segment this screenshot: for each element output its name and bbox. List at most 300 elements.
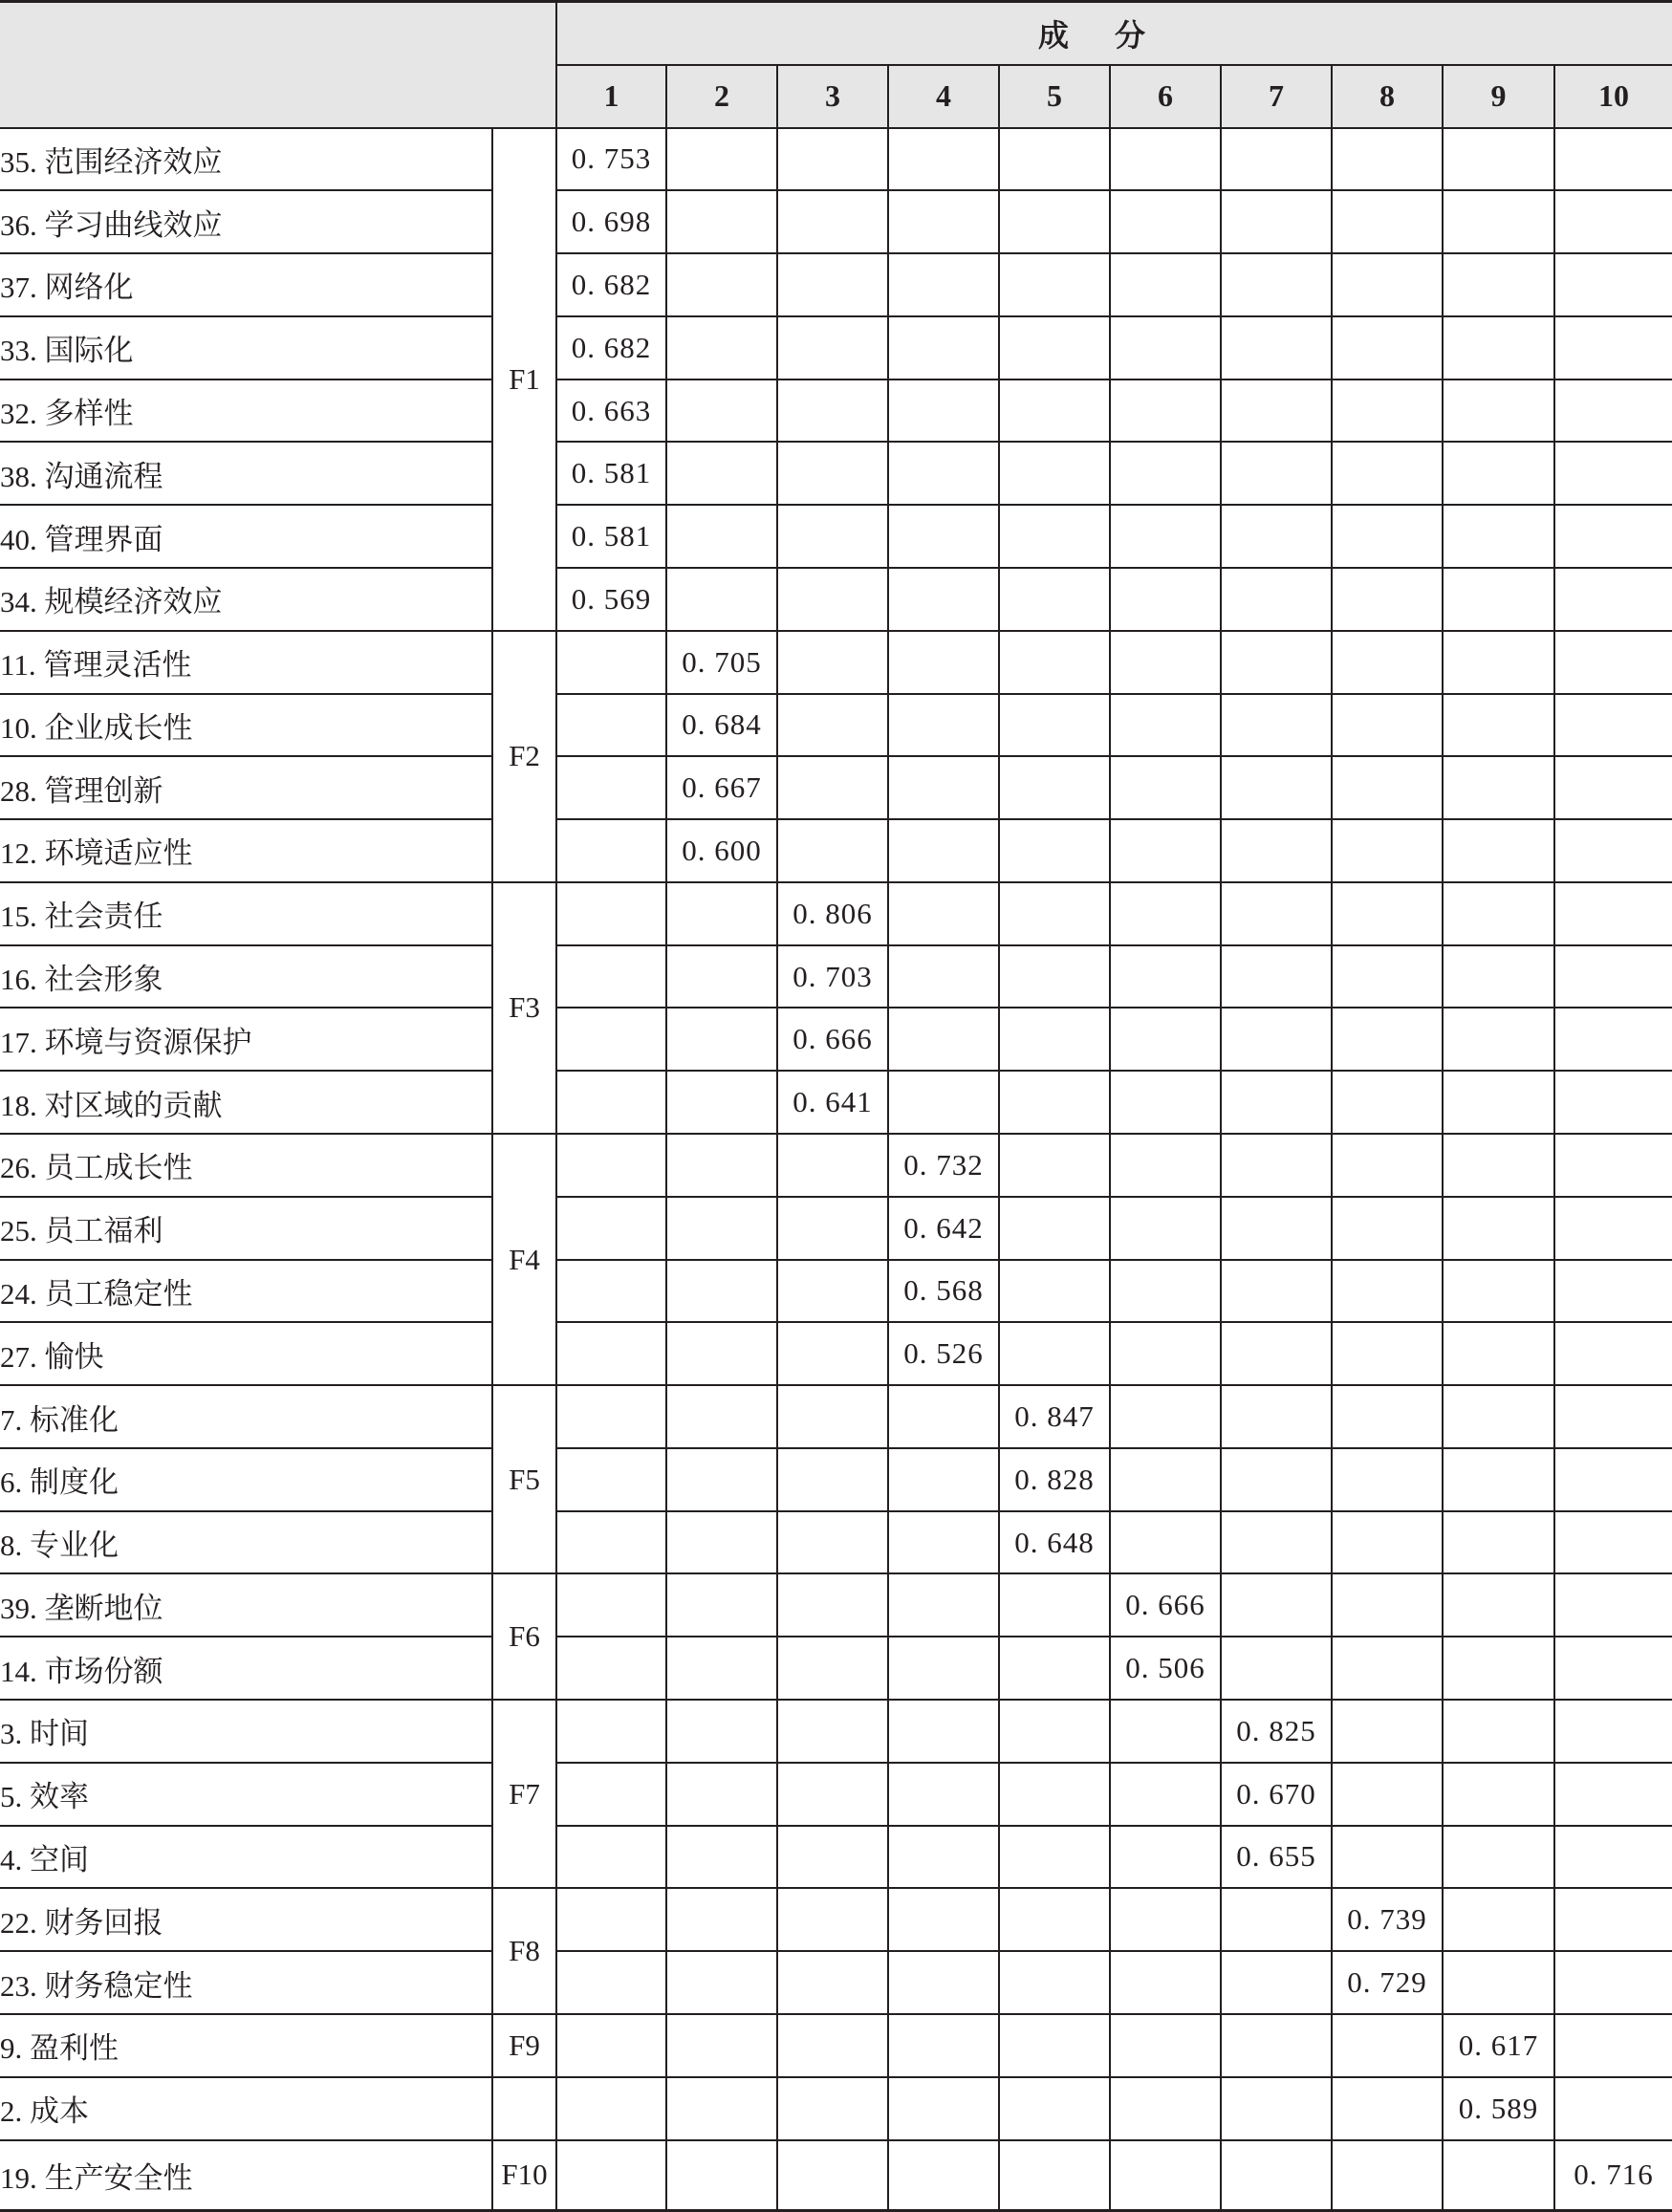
- empty-cell: [777, 505, 888, 568]
- empty-cell: [556, 1197, 666, 1260]
- table-row: [0, 442, 1672, 505]
- empty-cell: [888, 882, 999, 945]
- table-row: [0, 1573, 1672, 1637]
- empty-cell: [1110, 1260, 1221, 1323]
- loading-value: [777, 1071, 888, 1134]
- empty-cell: [888, 694, 999, 757]
- empty-cell: [999, 1260, 1110, 1323]
- loading-value-text: 0. 753: [571, 141, 652, 176]
- empty-cell: [1554, 1197, 1672, 1260]
- empty-cell: [666, 505, 777, 568]
- empty-cell: [556, 1134, 666, 1197]
- item-label: 16. 社会形象: [0, 945, 492, 1008]
- item-label: 32. 多样性: [0, 380, 492, 443]
- empty-cell: [1554, 316, 1672, 380]
- table-row: [0, 882, 1672, 945]
- empty-cell: [1332, 1700, 1443, 1763]
- empty-cell: [1110, 190, 1221, 253]
- loading-value-text: 0. 581: [571, 519, 652, 553]
- empty-cell: [556, 1008, 666, 1071]
- empty-cell: [888, 1071, 999, 1134]
- empty-cell: [999, 819, 1110, 882]
- empty-cell: [1221, 1197, 1332, 1260]
- empty-cell: [888, 2014, 999, 2077]
- empty-cell: [1221, 819, 1332, 882]
- empty-cell: [666, 568, 777, 631]
- empty-cell: [1443, 631, 1554, 694]
- empty-cell: [888, 2077, 999, 2140]
- empty-cell: [1554, 568, 1672, 631]
- table-row: [0, 694, 1672, 757]
- empty-cell: [1110, 1134, 1221, 1197]
- empty-cell: [1221, 1888, 1332, 1951]
- empty-cell: [1332, 380, 1443, 443]
- empty-cell: [666, 2140, 777, 2211]
- empty-cell: [556, 1826, 666, 1889]
- loading-value: [1221, 1700, 1332, 1763]
- item-label: 15. 社会责任: [0, 882, 492, 945]
- table-row: [0, 380, 1672, 443]
- empty-cell: [777, 1448, 888, 1511]
- empty-cell: [1110, 1197, 1221, 1260]
- table-row: [0, 1763, 1672, 1826]
- empty-cell: [1332, 128, 1443, 191]
- table-row: [0, 945, 1672, 1008]
- empty-cell: [1221, 2140, 1332, 2211]
- empty-cell: [1443, 316, 1554, 380]
- table-row: [0, 1448, 1672, 1511]
- empty-cell: [556, 756, 666, 819]
- empty-cell: [1110, 1511, 1221, 1574]
- loading-value: [999, 1511, 1110, 1574]
- empty-cell: [1554, 819, 1672, 882]
- empty-cell: [1110, 1951, 1221, 2014]
- empty-cell: [1443, 1134, 1554, 1197]
- empty-cell: [1332, 1448, 1443, 1511]
- empty-cell: [556, 2077, 666, 2140]
- empty-cell: [777, 1888, 888, 1951]
- empty-cell: [1110, 2014, 1221, 2077]
- empty-cell: [556, 1071, 666, 1134]
- empty-cell: [1443, 1888, 1554, 1951]
- empty-cell: [999, 253, 1110, 316]
- empty-cell: [666, 1826, 777, 1889]
- empty-cell: [999, 1637, 1110, 1700]
- item-label: 2. 成本: [0, 2077, 492, 2140]
- empty-cell: [1554, 128, 1672, 191]
- empty-cell: [777, 316, 888, 380]
- empty-cell: [777, 1826, 888, 1889]
- loading-value-text: 0. 641: [793, 1085, 873, 1119]
- empty-cell: [999, 316, 1110, 380]
- empty-cell: [999, 694, 1110, 757]
- table-row: [0, 1951, 1672, 2014]
- empty-cell: [1443, 1511, 1554, 1574]
- empty-cell: [1221, 1134, 1332, 1197]
- empty-cell: [1554, 505, 1672, 568]
- empty-cell: [1554, 1134, 1672, 1197]
- empty-cell: [777, 1573, 888, 1637]
- table-row: [0, 1826, 1672, 1889]
- empty-cell: [1443, 1322, 1554, 1385]
- empty-cell: [666, 1448, 777, 1511]
- empty-cell: [1443, 694, 1554, 757]
- item-label: 34. 规模经济效应: [0, 568, 492, 631]
- empty-cell: [1332, 190, 1443, 253]
- empty-cell: [556, 2014, 666, 2077]
- table-row: [0, 631, 1672, 694]
- empty-cell: [556, 631, 666, 694]
- empty-cell: [999, 882, 1110, 945]
- empty-cell: [1110, 442, 1221, 505]
- empty-cell: [777, 756, 888, 819]
- empty-cell: [888, 1385, 999, 1448]
- empty-cell: [556, 1573, 666, 1637]
- empty-cell: [1443, 1385, 1554, 1448]
- empty-cell: [777, 380, 888, 443]
- loading-value: [666, 819, 777, 882]
- column-header-10: 10: [1554, 65, 1672, 128]
- empty-cell: [1110, 756, 1221, 819]
- empty-cell: [999, 1322, 1110, 1385]
- empty-cell: [1554, 1763, 1672, 1826]
- empty-cell: [999, 945, 1110, 1008]
- loading-value-text: 0. 729: [1347, 1965, 1427, 2000]
- empty-cell: [1332, 505, 1443, 568]
- empty-cell: [666, 1134, 777, 1197]
- empty-cell: [1221, 190, 1332, 253]
- empty-cell: [1221, 2014, 1332, 2077]
- empty-cell: [556, 1260, 666, 1323]
- empty-cell: [666, 1008, 777, 1071]
- empty-cell: [1110, 253, 1221, 316]
- item-label: 11. 管理灵活性: [0, 631, 492, 694]
- loading-value-text: 0. 806: [793, 896, 873, 930]
- empty-cell: [777, 1260, 888, 1323]
- table-row: [0, 1511, 1672, 1574]
- empty-cell: [556, 1888, 666, 1951]
- component-group-header: 成分: [556, 2, 1672, 65]
- table-row: [0, 1134, 1672, 1197]
- empty-cell: [999, 1134, 1110, 1197]
- empty-cell: [1443, 442, 1554, 505]
- empty-cell: [1110, 882, 1221, 945]
- empty-cell: [999, 2077, 1110, 2140]
- loading-value: [777, 945, 888, 1008]
- item-label: 40. 管理界面: [0, 505, 492, 568]
- empty-cell: [1110, 1322, 1221, 1385]
- empty-cell: [999, 756, 1110, 819]
- empty-cell: [1221, 1573, 1332, 1637]
- empty-cell: [1110, 1008, 1221, 1071]
- empty-cell: [888, 253, 999, 316]
- empty-cell: [556, 1511, 666, 1574]
- empty-cell: [1443, 2140, 1554, 2211]
- item-label: 37. 网络化: [0, 253, 492, 316]
- empty-cell: [777, 2077, 888, 2140]
- empty-cell: [1554, 1260, 1672, 1323]
- empty-cell: [777, 128, 888, 191]
- loading-value-text: 0. 705: [682, 644, 762, 679]
- factor-label: F3: [492, 882, 556, 1134]
- empty-cell: [1221, 442, 1332, 505]
- empty-cell: [777, 1951, 888, 2014]
- empty-cell: [888, 1573, 999, 1637]
- empty-cell: [666, 1511, 777, 1574]
- loading-value: [1221, 1826, 1332, 1889]
- item-label: 27. 愉快: [0, 1322, 492, 1385]
- item-label: 23. 财务稳定性: [0, 1951, 492, 2014]
- empty-cell: [888, 190, 999, 253]
- table-row: [0, 2077, 1672, 2140]
- loading-value-text: 0. 703: [793, 959, 873, 993]
- empty-cell: [777, 253, 888, 316]
- empty-cell: [1443, 1197, 1554, 1260]
- item-label: 4. 空间: [0, 1826, 492, 1889]
- empty-cell: [888, 756, 999, 819]
- empty-cell: [888, 1700, 999, 1763]
- empty-cell: [777, 442, 888, 505]
- factor-label: F5: [492, 1385, 556, 1573]
- loading-value-text: 0. 600: [682, 833, 762, 867]
- empty-cell: [1110, 505, 1221, 568]
- table-row: [0, 819, 1672, 882]
- empty-cell: [1554, 631, 1672, 694]
- empty-cell: [1554, 1322, 1672, 1385]
- empty-cell: [1332, 2140, 1443, 2211]
- empty-cell: [777, 190, 888, 253]
- empty-cell: [666, 1322, 777, 1385]
- loading-value-text: 0. 732: [903, 1147, 984, 1182]
- empty-cell: [1554, 945, 1672, 1008]
- table-row: [0, 1888, 1672, 1951]
- empty-cell: [777, 2140, 888, 2211]
- empty-cell: [1332, 631, 1443, 694]
- loading-value: [999, 1448, 1110, 1511]
- loading-value-text: 0. 666: [793, 1022, 873, 1056]
- empty-cell: [1554, 253, 1672, 316]
- empty-cell: [1443, 1637, 1554, 1700]
- empty-cell: [1221, 882, 1332, 945]
- empty-cell: [1332, 1385, 1443, 1448]
- empty-cell: [666, 442, 777, 505]
- column-header-6: 6: [1110, 65, 1221, 128]
- item-label: 33. 国际化: [0, 316, 492, 380]
- empty-cell: [999, 568, 1110, 631]
- empty-cell: [1221, 128, 1332, 191]
- empty-cell: [556, 1637, 666, 1700]
- table-row: [0, 128, 1672, 191]
- loading-value: [556, 442, 666, 505]
- empty-cell: [1443, 819, 1554, 882]
- empty-cell: [666, 190, 777, 253]
- loading-value-text: 0. 506: [1125, 1651, 1205, 1685]
- item-label: 9. 盈利性: [0, 2014, 492, 2077]
- empty-cell: [777, 1637, 888, 1700]
- empty-cell: [556, 819, 666, 882]
- empty-cell: [1332, 1071, 1443, 1134]
- column-header-3: 3: [777, 65, 888, 128]
- empty-cell: [556, 882, 666, 945]
- empty-cell: [1554, 380, 1672, 443]
- empty-cell: [666, 1071, 777, 1134]
- empty-cell: [999, 1951, 1110, 2014]
- column-header-5: 5: [999, 65, 1110, 128]
- empty-cell: [1332, 1637, 1443, 1700]
- loading-value-text: 0. 825: [1236, 1713, 1316, 1747]
- loading-value-text: 0. 666: [1125, 1588, 1205, 1622]
- empty-cell: [777, 568, 888, 631]
- empty-cell: [1110, 1071, 1221, 1134]
- empty-cell: [777, 1197, 888, 1260]
- item-label: 25. 员工福利: [0, 1197, 492, 1260]
- empty-cell: [1554, 1511, 1672, 1574]
- empty-cell: [999, 1008, 1110, 1071]
- empty-cell: [1332, 1322, 1443, 1385]
- empty-cell: [888, 2140, 999, 2211]
- empty-cell: [999, 380, 1110, 443]
- empty-cell: [1332, 1511, 1443, 1574]
- empty-cell: [1443, 190, 1554, 253]
- item-label: 26. 员工成长性: [0, 1134, 492, 1197]
- loading-value-text: 0. 569: [571, 581, 652, 616]
- empty-cell: [777, 1322, 888, 1385]
- empty-cell: [1221, 380, 1332, 443]
- empty-cell: [999, 1763, 1110, 1826]
- empty-cell: [556, 2140, 666, 2211]
- empty-cell: [1110, 1826, 1221, 1889]
- loading-value: [1554, 2140, 1672, 2211]
- empty-cell: [1443, 1448, 1554, 1511]
- empty-cell: [1221, 631, 1332, 694]
- empty-cell: [666, 253, 777, 316]
- empty-cell: [1221, 1071, 1332, 1134]
- empty-cell: [777, 1385, 888, 1448]
- table-row: [0, 316, 1672, 380]
- empty-cell: [1332, 1573, 1443, 1637]
- empty-cell: [1332, 1197, 1443, 1260]
- empty-cell: [999, 631, 1110, 694]
- empty-cell: [1221, 1260, 1332, 1323]
- factor-label: F7: [492, 1700, 556, 1888]
- loading-value-text: 0. 684: [682, 707, 762, 742]
- empty-cell: [1110, 819, 1221, 882]
- item-label: 19. 生产安全性: [0, 2140, 492, 2211]
- loading-value: [666, 694, 777, 757]
- empty-cell: [1110, 945, 1221, 1008]
- factor-label: F4: [492, 1134, 556, 1385]
- table-row: [0, 1260, 1672, 1323]
- empty-cell: [1110, 128, 1221, 191]
- empty-cell: [888, 1888, 999, 1951]
- empty-cell: [666, 1573, 777, 1637]
- empty-cell: [1221, 316, 1332, 380]
- empty-cell: [1110, 1385, 1221, 1448]
- loading-value-text: 0. 581: [571, 456, 652, 490]
- empty-cell: [888, 1448, 999, 1511]
- empty-cell: [777, 1763, 888, 1826]
- empty-cell: [1332, 694, 1443, 757]
- loading-value-text: 0. 828: [1014, 1462, 1095, 1496]
- empty-cell: [888, 1637, 999, 1700]
- loading-value: [556, 253, 666, 316]
- empty-cell: [999, 442, 1110, 505]
- column-header-2: 2: [666, 65, 777, 128]
- loading-value-text: 0. 667: [682, 770, 762, 805]
- empty-cell: [888, 1511, 999, 1574]
- column-header-1: 1: [556, 65, 666, 128]
- header-corner-cell: [0, 2, 556, 128]
- column-header-9: 9: [1443, 65, 1554, 128]
- empty-cell: [888, 819, 999, 882]
- empty-cell: [1332, 2014, 1443, 2077]
- empty-cell: [1221, 1008, 1332, 1071]
- empty-cell: [1554, 2014, 1672, 2077]
- empty-cell: [666, 1637, 777, 1700]
- item-label: 36. 学习曲线效应: [0, 190, 492, 253]
- empty-cell: [1443, 756, 1554, 819]
- item-label: 6. 制度化: [0, 1448, 492, 1511]
- empty-cell: [1554, 1888, 1672, 1951]
- empty-cell: [1221, 1385, 1332, 1448]
- empty-cell: [888, 505, 999, 568]
- empty-cell: [1443, 380, 1554, 443]
- loading-value-text: 0. 617: [1458, 2028, 1539, 2062]
- loading-value: [556, 380, 666, 443]
- item-label: 35. 范围经济效应: [0, 128, 492, 191]
- loading-value-text: 0. 589: [1458, 2091, 1539, 2125]
- empty-cell: [999, 1700, 1110, 1763]
- loading-value-text: 0. 739: [1347, 1902, 1427, 1937]
- empty-cell: [1332, 819, 1443, 882]
- item-label: 12. 环境适应性: [0, 819, 492, 882]
- empty-cell: [777, 819, 888, 882]
- table-row: [0, 253, 1672, 316]
- item-label: 18. 对区域的贡献: [0, 1071, 492, 1134]
- empty-cell: [1443, 1763, 1554, 1826]
- empty-cell: [666, 882, 777, 945]
- empty-cell: [1110, 316, 1221, 380]
- loading-value-text: 0. 642: [903, 1210, 984, 1245]
- empty-cell: [999, 1071, 1110, 1134]
- empty-cell: [1221, 945, 1332, 1008]
- loading-value: [666, 756, 777, 819]
- empty-cell: [1221, 1322, 1332, 1385]
- table-row: [0, 756, 1672, 819]
- empty-cell: [666, 128, 777, 191]
- item-label: 8. 专业化: [0, 1511, 492, 1574]
- item-label: 5. 效率: [0, 1763, 492, 1826]
- table-row: [0, 2140, 1672, 2211]
- table-row: [0, 1197, 1672, 1260]
- table-row: [0, 505, 1672, 568]
- empty-cell: [556, 1448, 666, 1511]
- empty-cell: [1221, 1448, 1332, 1511]
- empty-cell: [1554, 190, 1672, 253]
- empty-cell: [1443, 568, 1554, 631]
- empty-cell: [1554, 1008, 1672, 1071]
- empty-cell: [1332, 442, 1443, 505]
- empty-cell: [666, 945, 777, 1008]
- empty-cell: [1443, 128, 1554, 191]
- loading-value: [1443, 2014, 1554, 2077]
- empty-cell: [888, 568, 999, 631]
- empty-cell: [666, 1260, 777, 1323]
- loading-value: [777, 882, 888, 945]
- table-row: [0, 1008, 1672, 1071]
- item-label: 7. 标准化: [0, 1385, 492, 1448]
- empty-cell: [1332, 1260, 1443, 1323]
